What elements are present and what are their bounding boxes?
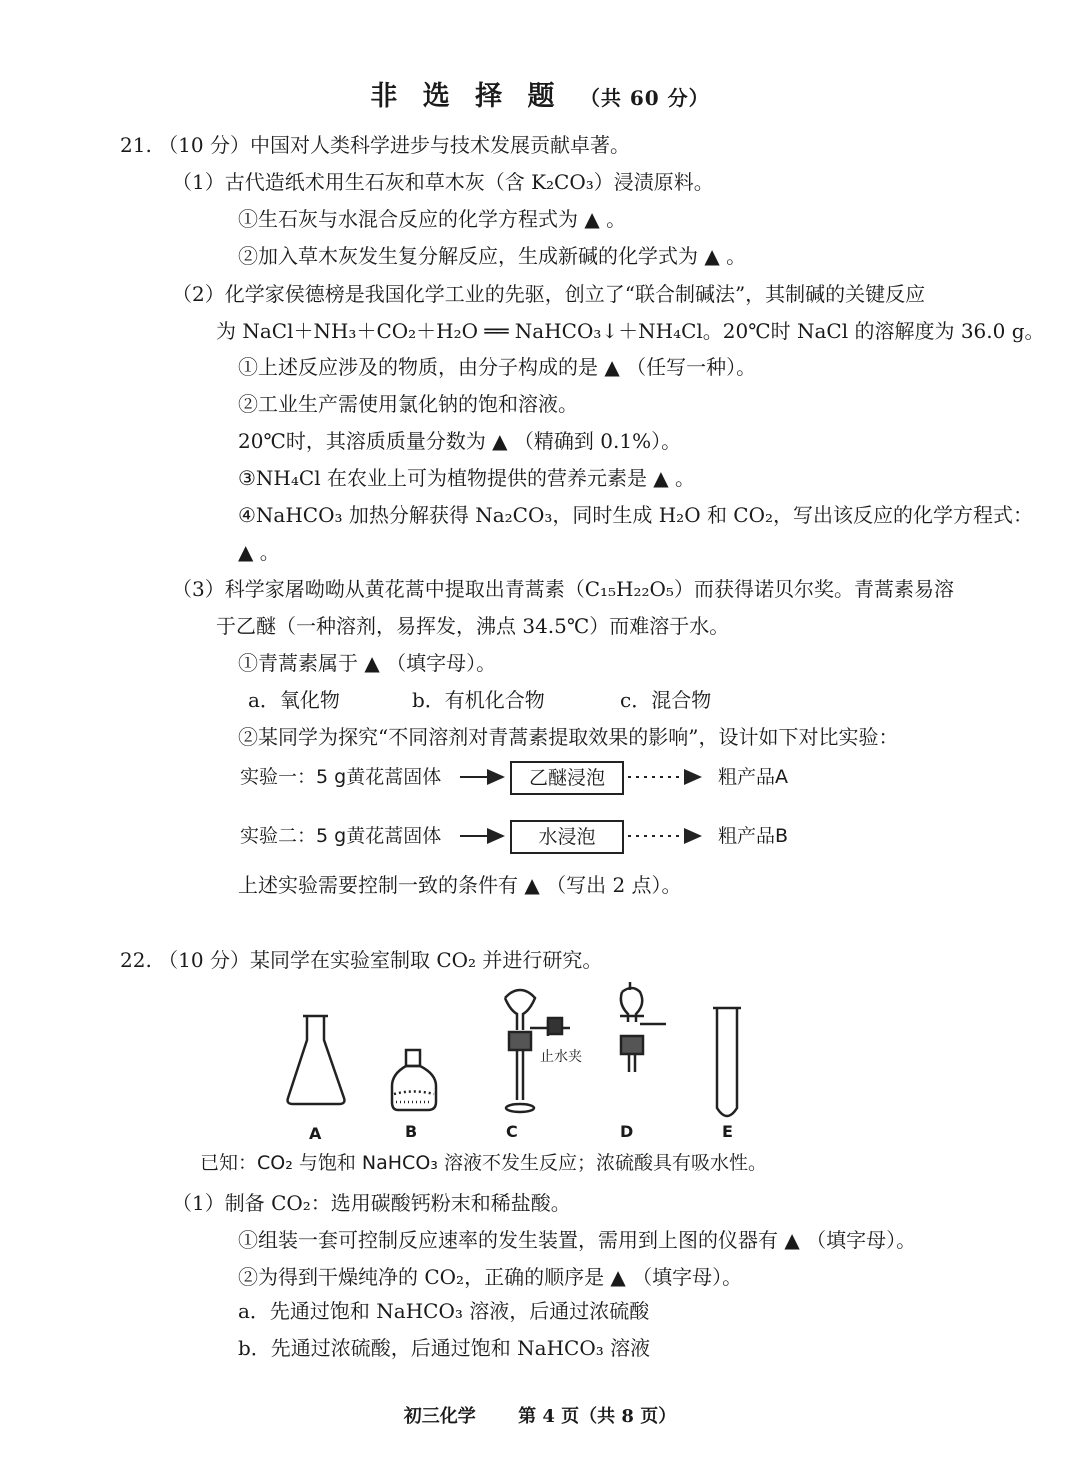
q21-p3-option-a: a．氧化物 (248, 688, 340, 712)
experiment1-result: 粗产品A (718, 766, 788, 788)
apparatus-label-e: E (722, 1122, 733, 1141)
experiment2-result: 粗产品B (718, 825, 789, 847)
q22-p1-item1: ①组装一套可控制反应速率的发生装置，需用到上图的仪器有 ▲ （填字母）。 (238, 1228, 917, 1252)
q21-stem: 21. （10 分）中国对人类科学进步与技术发展贡献卓著。 (120, 133, 630, 157)
page-footer (0, 1402, 1080, 1428)
q21-p1-item2: ②加入草木灰发生复分解反应，生成新碱的化学式为 ▲ 。 (238, 244, 747, 268)
section-title-text: 非 选 择 题 (370, 81, 563, 112)
experiment2-box: 水浸泡 (510, 820, 624, 854)
q21-p2-item3: ③NH₄Cl 在农业上可为植物提供的营养元素是 ▲ 。 (238, 466, 696, 490)
q21-p2-item4a: ④NaHCO₃ 加热分解获得 Na₂CO₃，同时生成 H₂O 和 CO₂，写出该反应的化学方程式： (238, 503, 1034, 527)
test-tube-icon (713, 1008, 741, 1116)
q22-known-info: 已知：CO₂ 与饱和 NaHCO₃ 溶液不发生反应；浓硫酸具有吸水性。 (200, 1152, 767, 1174)
footer-page-number: 第 4 页（共 8 页） (518, 1406, 677, 1427)
footer-subject: 初三化学 (403, 1406, 476, 1427)
experiment1-label: 实验一：5 g黄花蒿固体 (240, 766, 442, 788)
apparatus-label-b: B (405, 1122, 418, 1141)
q21-p3-option-b: b．有机化合物 (412, 688, 545, 712)
q21-p3-intro-1: （3）科学家屠呦呦从黄花蒿中提取出青蒿素（C₁₅H₂₂O₅）而获得诺贝尔奖。青蒿素易溶 (172, 577, 954, 601)
q21-p2-item1: ①上述反应涉及的物质，由分子构成的是 ▲ （任写一种）。 (238, 355, 757, 379)
clamp-label: 止水夹 (540, 1049, 582, 1065)
conical-flask-icon (288, 1016, 345, 1104)
q21-p2-item4b: ▲ 。 (238, 540, 280, 564)
q21-p3-item2-end: 上述实验需要控制一致的条件有 ▲ （写出 2 点）。 (238, 873, 682, 897)
apparatus-label-c: C (506, 1122, 518, 1141)
q22-stem: 22. （10 分）某同学在实验室制取 CO₂ 并进行研究。 (120, 948, 603, 972)
q21-p3-option-c: c．混合物 (620, 688, 712, 712)
q21-p2-item2a: ②工业生产需使用氯化钠的饱和溶液。 (238, 392, 578, 416)
q21-p2-intro-1: （2）化学家侯德榜是我国化学工业的先驱，创立了“联合制碱法”，其制碱的关键反应 (172, 282, 926, 306)
q22-p1-intro: （1）制备 CO₂：选用碳酸钙粉末和稀盐酸。 (172, 1191, 571, 1215)
experiment2-label: 实验二：5 g黄花蒿固体 (240, 825, 442, 847)
q22-p1-option-b: b．先通过浓硫酸，后通过饱和 NaHCO₃ 溶液 (238, 1336, 651, 1360)
q21-p3-item1: ①青蒿素属于 ▲ （填字母）。 (238, 651, 497, 675)
q22-p1-item2: ②为得到干燥纯净的 CO₂，正确的顺序是 ▲ （填字母）。 (238, 1265, 743, 1289)
q21-p2-item2b: 20℃时，其溶质质量分数为 ▲ （精确到 0.1%）。 (238, 429, 682, 453)
apparatus-label-d: D (620, 1122, 634, 1141)
experiment1-box: 乙醚浸泡 (510, 761, 624, 795)
reagent-bottle-icon (392, 1050, 436, 1110)
apparatus-label-a: A (309, 1124, 322, 1143)
q21-p2-intro-2: 为 NaCl＋NH₃＋CO₂＋H₂O ══ NaHCO₃↓＋NH₄Cl。20℃时 NaCl 的溶解度为 36.0 g。 (216, 319, 1045, 343)
q21-p3-item2: ②某同学为探究“不同溶剂对青蒿素提取效果的影响”，设计如下对比实验： (238, 725, 899, 749)
q21-p1-intro: （1）古代造纸术用生石灰和草木灰（含 K₂CO₃）浸渍原料。 (172, 170, 714, 194)
q21-p3-intro-2: 于乙醚（一种溶剂，易挥发，沸点 34.5℃）而难溶于水。 (216, 614, 730, 638)
section-score: （共 60 分） (579, 86, 710, 110)
separatory-funnel-icon (620, 982, 666, 1072)
q21-p1-item1: ①生石灰与水混合反应的化学方程式为 ▲ 。 (238, 207, 627, 231)
q22-p1-option-a: a．先通过饱和 NaHCO₃ 溶液，后通过浓硫酸 (238, 1299, 650, 1323)
